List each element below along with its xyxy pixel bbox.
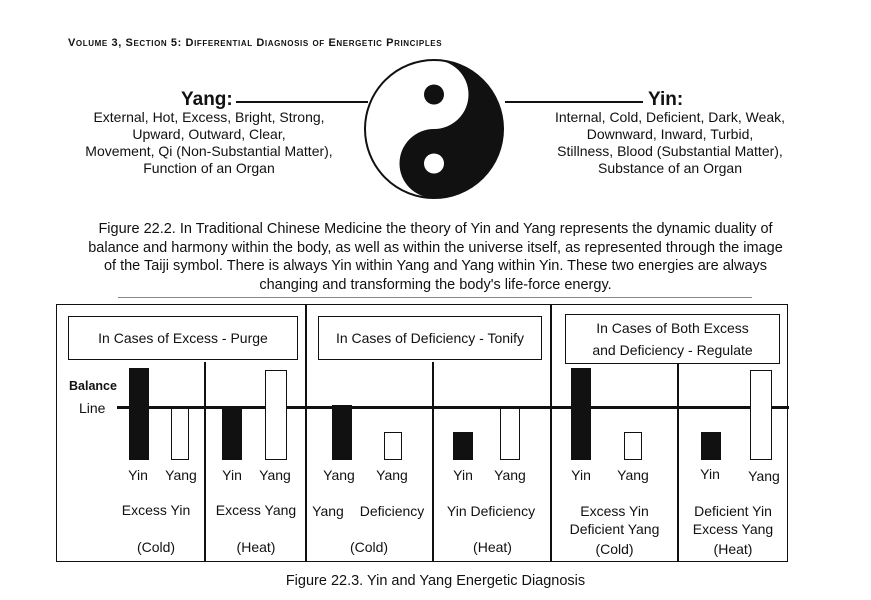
yin-bar <box>453 432 473 460</box>
bar-label: Yin <box>700 466 720 482</box>
condition-label: Yin Deficiency <box>446 503 536 519</box>
yang-bar <box>500 408 520 460</box>
yin-bar <box>332 405 352 460</box>
condition-label <box>552 502 677 538</box>
group-both-regulate <box>565 314 780 364</box>
bar-label: Yin <box>128 467 148 483</box>
group-label: In Cases of Excess - Purge <box>98 330 268 346</box>
bar-label: Yin <box>222 467 242 483</box>
bar-label: Yang <box>376 467 408 483</box>
caption-line: changing and transforming the body's life-force energy. <box>259 276 612 293</box>
bar-label: Yang <box>748 468 780 484</box>
condition-line: Deficient Yang <box>569 521 660 537</box>
group-deficiency-tonify <box>318 316 542 360</box>
nature-label: (Cold) <box>349 539 389 555</box>
yang-line: Function of an Organ <box>143 160 275 176</box>
balance-label: Balance <box>69 379 117 393</box>
group-divider <box>305 304 307 562</box>
bar-label: Yang <box>259 467 291 483</box>
bar-label: Yang <box>494 467 526 483</box>
condition-label: Excess Yang <box>215 502 297 518</box>
bar-label: Yang <box>617 467 649 483</box>
yang-line: Upward, Outward, Clear, <box>132 126 286 142</box>
yin-bar <box>701 432 721 460</box>
line-label: Line <box>79 400 106 416</box>
yang-bar <box>384 432 402 460</box>
balance-line <box>117 406 789 409</box>
yang-title: Yang: <box>181 89 233 110</box>
condition-label: Excess Yin <box>121 502 191 518</box>
yang-bar <box>750 370 772 460</box>
bar-label: Yang <box>323 467 355 483</box>
yin-bar <box>129 368 149 460</box>
yin-line: Downward, Inward, Turbid, <box>586 126 754 142</box>
bar-label: Yang <box>165 467 197 483</box>
caption-line: balance and harmony within the body, as well as within the universe itself, as represented through the image <box>88 239 783 256</box>
column-divider <box>204 362 206 562</box>
condition-line: Deficient Yin <box>694 503 772 519</box>
group-label: and Deficiency - Regulate <box>592 342 753 358</box>
nature-label: (Heat) <box>473 539 512 555</box>
nature-label: (Cold) <box>595 541 634 557</box>
yin-line: Stillness, Blood (Substantial Matter), <box>557 143 783 159</box>
yin-line: Substance of an Organ <box>598 160 742 176</box>
page-header: Volume 3, Section 5: Differential Diagnosis of Energetic Principles <box>68 37 443 49</box>
column-divider <box>432 362 434 562</box>
bar-label: Yin <box>571 467 591 483</box>
group-label: In Cases of Deficiency - Tonify <box>335 330 525 346</box>
yin-title: Yin: <box>648 89 684 110</box>
caption-line: of the Taiji symbol. There is always Yin within Yang and Yang within Yin. These two energies are always <box>103 258 768 274</box>
yang-line: Movement, Qi (Non-Substantial Matter), <box>85 143 333 159</box>
yin-bar <box>571 368 591 460</box>
nature-label: (Heat) <box>713 541 753 557</box>
yin-line: Internal, Cold, Deficient, Dark, Weak, <box>554 109 786 125</box>
yin-bar <box>222 408 242 460</box>
yang-bar <box>171 408 189 460</box>
condition-label: Deficiency <box>359 503 425 519</box>
condition-line: Excess Yin <box>580 503 649 519</box>
condition-label <box>679 502 787 538</box>
group-excess-purge <box>68 316 298 360</box>
yang-bar <box>624 432 642 460</box>
figure-22-3-caption: Figure 22.3. Yin and Yang Energetic Diagnosis <box>285 573 586 589</box>
nature-label: (Heat) <box>236 539 276 555</box>
group-label: In Cases of Both Excess <box>596 320 749 336</box>
yang-line: External, Hot, Excess, Bright, Strong, <box>93 109 325 125</box>
yang-bar <box>265 370 287 460</box>
caption-line: Figure 22.2. In Traditional Chinese Medicine the theory of Yin and Yang represents the dynamic duality of <box>98 221 773 237</box>
nature-label: (Cold) <box>136 539 176 555</box>
condition-label: Yang <box>312 503 344 519</box>
bar-label: Yin <box>453 467 473 483</box>
condition-line: Excess Yang <box>692 521 774 537</box>
